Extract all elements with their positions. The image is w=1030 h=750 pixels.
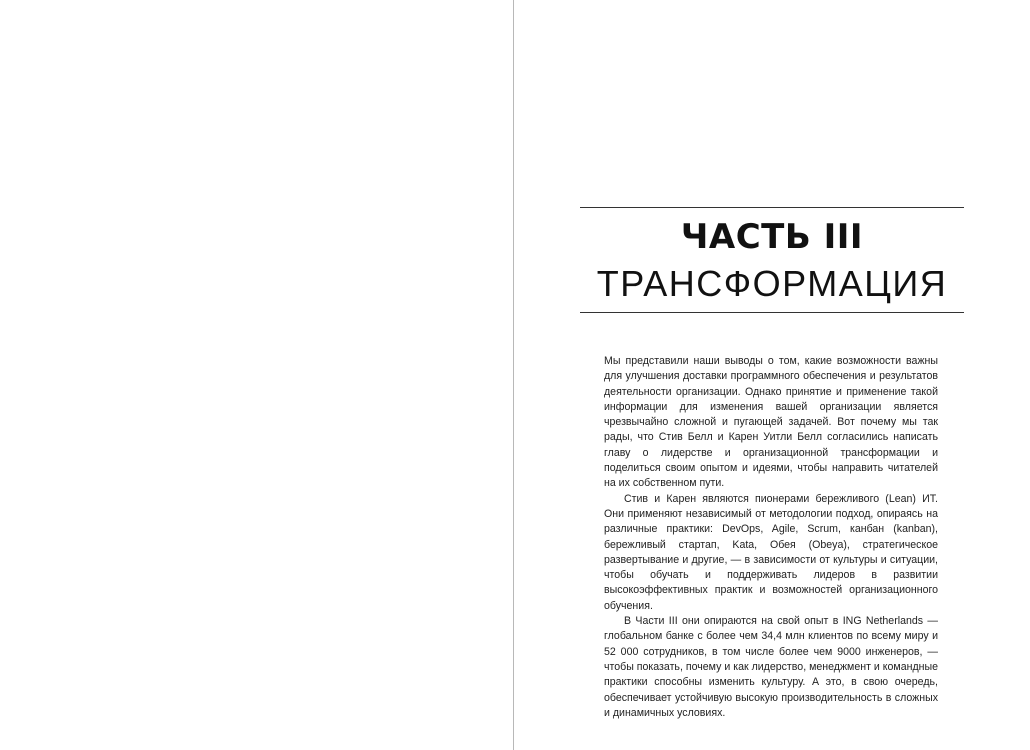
intro-paragraph-2: Стив и Карен являются пионерами бережливого (Lean) ИТ. Они применяют независимый от методологии подход, опираясь на различные практики: DevOps, Agile, Scrum, канбан (kanban), бережливый стартап, Kata, Обея (Obeya), стратегическое развертывание и другие, — в зависимости от культуры и ситуации, чтобы обучать и поддерживать лидеров в развитии высокоэффективных практик и возможностей организационного обучения. [604,492,938,612]
intro-body-text [604,354,938,721]
part-title-heading: ТРАНСФОРМАЦИЯ [596,263,948,304]
intro-paragraph-3: В Части III они опираются на свой опыт в ING Netherlands — глобальном банке с более чем 34,4 млн клиентов по всему миру и 52 000 сотрудников, в том числе более чем 9000 инженеров, — чтобы показать, почему и как лидерство, менеджмент и командные практики способны изменить культуру. А это, в свою очередь, обеспечивает устойчивую высокую производительность в сложных и динамичных условиях. [604,615,938,719]
part-number-heading: ЧАСТЬ III [680,217,864,257]
title-bottom-rule [580,312,964,313]
intro-paragraph-1: Мы представили наши выводы о том, какие возможности важны для улучшения доставки программного обеспечения и результатов деятельности организации. Однако принятие и применение такой информации для изменения вашей организации является чрезвычайно сложной и пугающей задачей. Вот почему мы так рады, что Стив Белл и Карен Уитли Белл согласились написать главу о лидерстве и организационной трансформации и поделиться своим опытом и идеями, чтобы направить читателей на их собственном пути. [604,355,938,490]
left-page-blank [0,0,513,750]
title-top-rule [580,207,964,208]
